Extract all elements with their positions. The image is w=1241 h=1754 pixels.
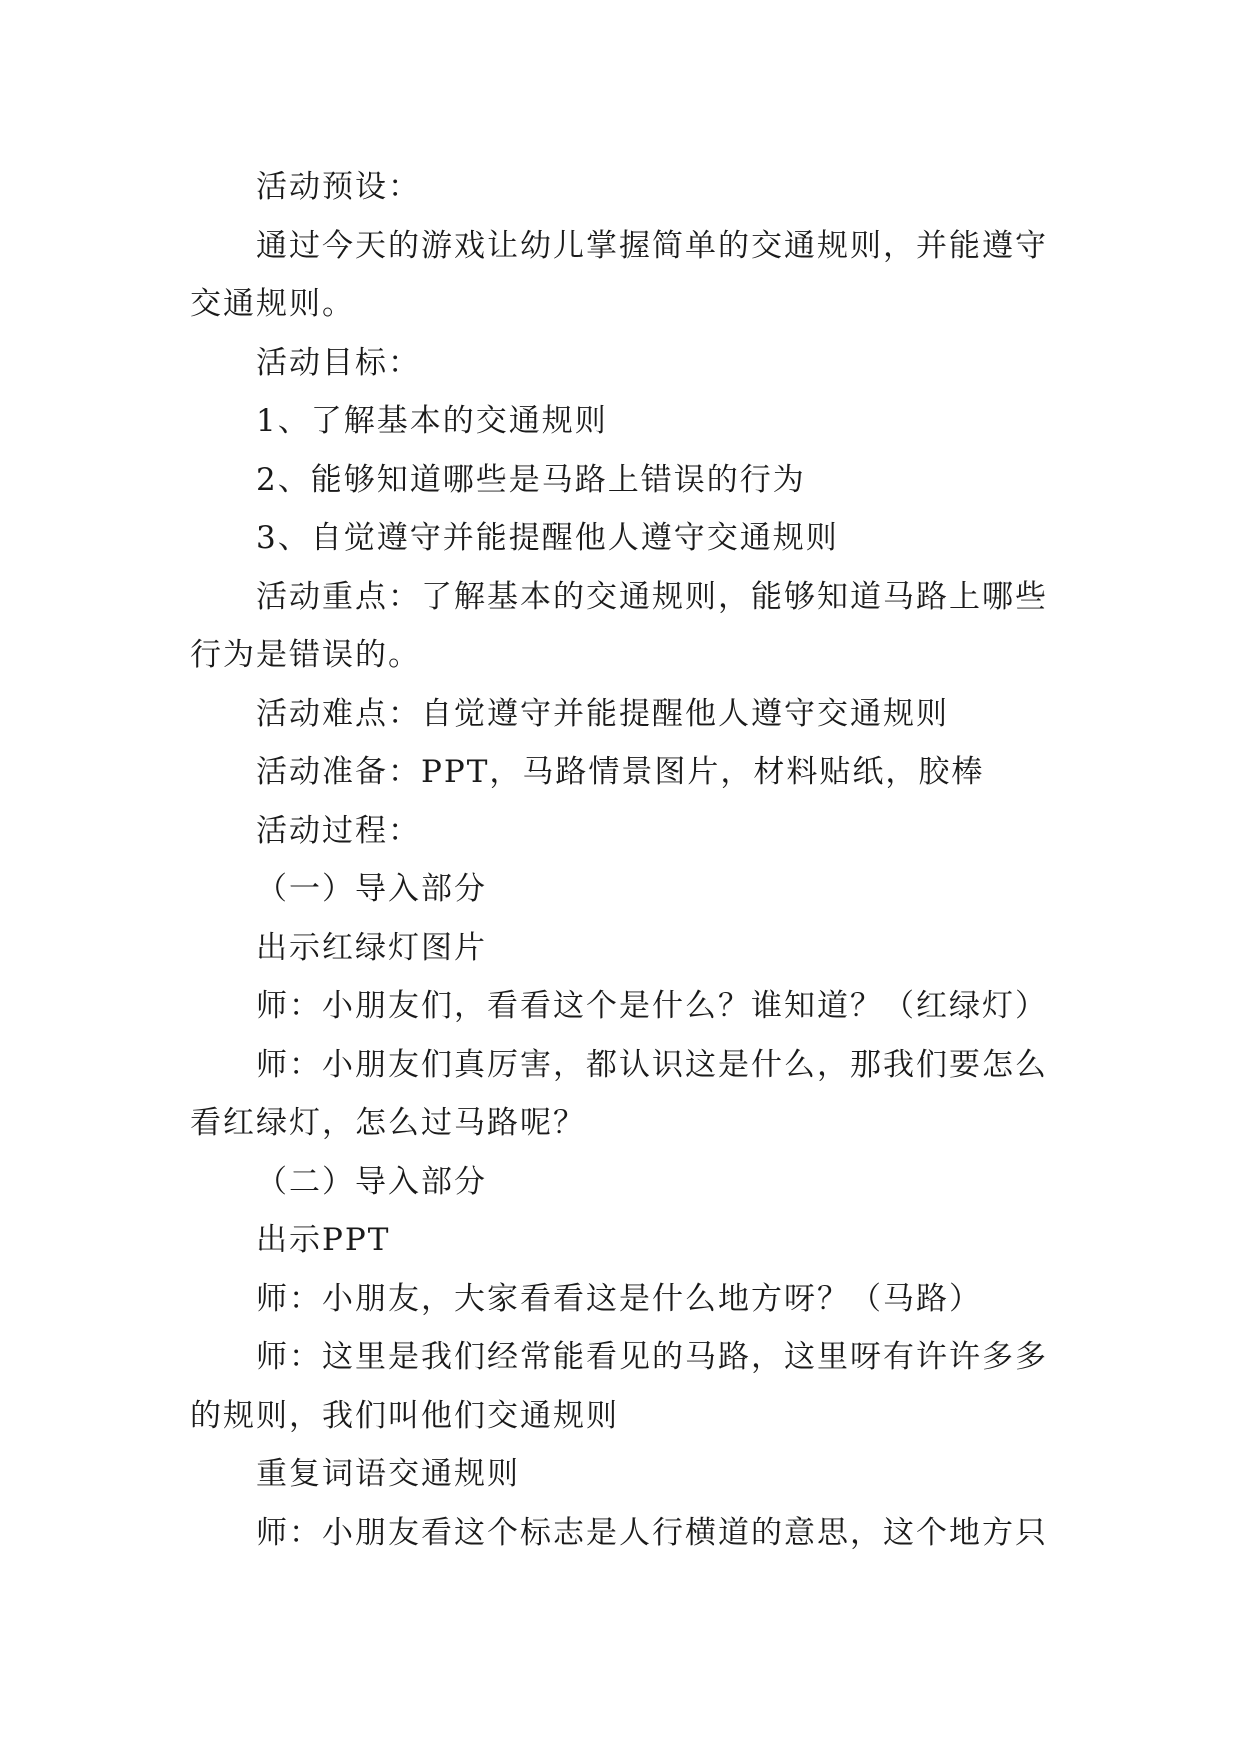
paragraph-teacher-question-2: 师：小朋友们真厉害，都认识这是什么，那我们要怎么看红绿灯，怎么过马路呢？: [190, 1046, 1048, 1141]
paragraph-goal-1: 1、了解基本的交通规则: [256, 403, 608, 439]
paragraph-activity-preset: 活动预设：: [256, 169, 421, 205]
paragraph-show-traffic-light: 出示红绿灯图片: [256, 929, 487, 966]
paragraph-key-points: 活动重点：了解基本的交通规则，能够知道马路上哪些行为是错误的。: [190, 578, 1048, 673]
paragraph-process: 活动过程：: [256, 812, 421, 849]
paragraph-preparation: 活动准备：PPT，马路情景图片，材料贴纸，胶棒: [256, 754, 985, 790]
paragraph-activity-goals: 活动目标：: [256, 344, 421, 381]
paragraph-difficulties: 活动难点：自觉遵守并能提醒他人遵守交通规则: [256, 695, 949, 732]
paragraph-goal-3: 3、自觉遵守并能提醒他人遵守交通规则: [256, 520, 839, 556]
document-body: [190, 158, 1070, 1562]
paragraph-teacher-question-3: 师：小朋友，大家看看这是什么地方呀？（马路）: [256, 1280, 982, 1317]
paragraph-repeat-words: 重复词语交通规则: [256, 1456, 520, 1492]
paragraph-show-ppt: 出示PPT: [256, 1222, 391, 1258]
paragraph-teacher-question-1: 师：小朋友们，看看这个是什么？谁知道？（红绿灯）: [256, 988, 1048, 1024]
paragraph-teacher-explain-road: 师：这里是我们经常能看见的马路，这里呀有许许多多的规则，我们叫他们交通规则: [190, 1339, 1048, 1434]
paragraph-section-2: （二）导入部分: [256, 1163, 487, 1200]
paragraph-teacher-crosswalk: 师：小朋友看这个标志是人行横道的意思，这个地方只: [256, 1514, 1048, 1551]
paragraph-section-1: （一）导入部分: [256, 871, 487, 907]
paragraph-preset-description: 通过今天的游戏让幼儿掌握简单的交通规则，并能遵守交通规则。: [190, 227, 1048, 322]
paragraph-goal-2: 2、能够知道哪些是马路上错误的行为: [256, 461, 806, 498]
